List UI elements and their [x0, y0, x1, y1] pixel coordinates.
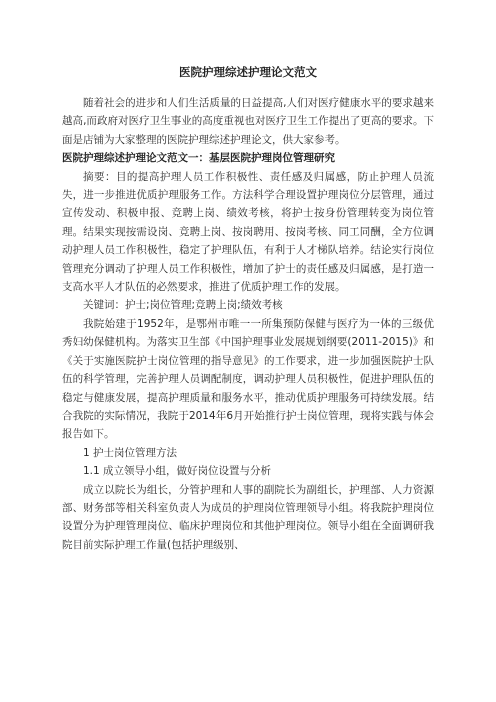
background-paragraph: 我院始建于1952年，是鄂州市唯一一所集预防保健与医疗为一体的三级优秀妇幼保健机构。为落实卫生部《中国护理事业发展规划纲要(2011-2015)》和《关于实施医院护士岗位管理的指导意见》的工作要求，进一步加强医院护士队伍的科学管理，完善护理人员调配制度，调动护理人员积极性，促进护理队伍的稳定与健康发展，提高护理质量和服务水平，推动优质护理服务可持续发展。结合我院的实际情况，我院于2014年6月开始推行护士岗位管理，现将实践与体会报告如下。 [62, 317, 434, 441]
body-1-1-paragraph: 成立以院长为组长，分管护理和人事的副院长为副组长，护理部、人力资源部、财务部等相关科室负责人为成员的护理岗位管理领导小组。将我院护理岗位设置分为护理管理岗位、临床护理岗位和其他护理岗位。领导小组在全面调研我院目前实际护理工作量(包括护理级别、 [62, 483, 434, 551]
heading-1: 1 护士岗位管理方法 [83, 446, 178, 459]
heading-1-1: 1.1 成立领导小组，做好岗位设置与分析 [83, 465, 272, 478]
keywords-line: 关键词：护士;岗位管理;竞聘上岗;绩效考核 [83, 299, 283, 312]
document-title: 医院护理综述护理论文范文 [179, 65, 317, 79]
section-heading: 医院护理综述护理论文范文一：基层医院护理岗位管理研究 [62, 152, 335, 165]
abstract-paragraph: 摘要：目的提高护理人员工作积极性、责任感及归属感，防止护理人员流失，进一步推进优质护理服务工作。方法科学合理设置护理岗位分层管理，通过宣传发动、积极申报、竞聘上岗、绩效考核，将护士按身份管理转变为岗位管理。结果实现按需设岗、竞聘上岗、按岗聘用、按岗考核、同工同酬，全方位调动护理人员工作积极性，稳定了护理队伍，有利于人才梯队培养。结论实行岗位管理充分调动了护理人员工作积极性，增加了护士的责任感及归属感，是打造一支高水平人才队伍的必然要求，推进了优质护理工作的发展。 [62, 170, 434, 294]
intro-paragraph: 随着社会的进步和人们生活质量的日益提高,人们对医疗健康水平的要求越来越高,而政府对医疗卫生事业的高度重视也对医疗卫生工作提出了更高的要求。下面是店铺为大家整理的医院护理综述护理论文，供大家参考。 [62, 97, 434, 146]
